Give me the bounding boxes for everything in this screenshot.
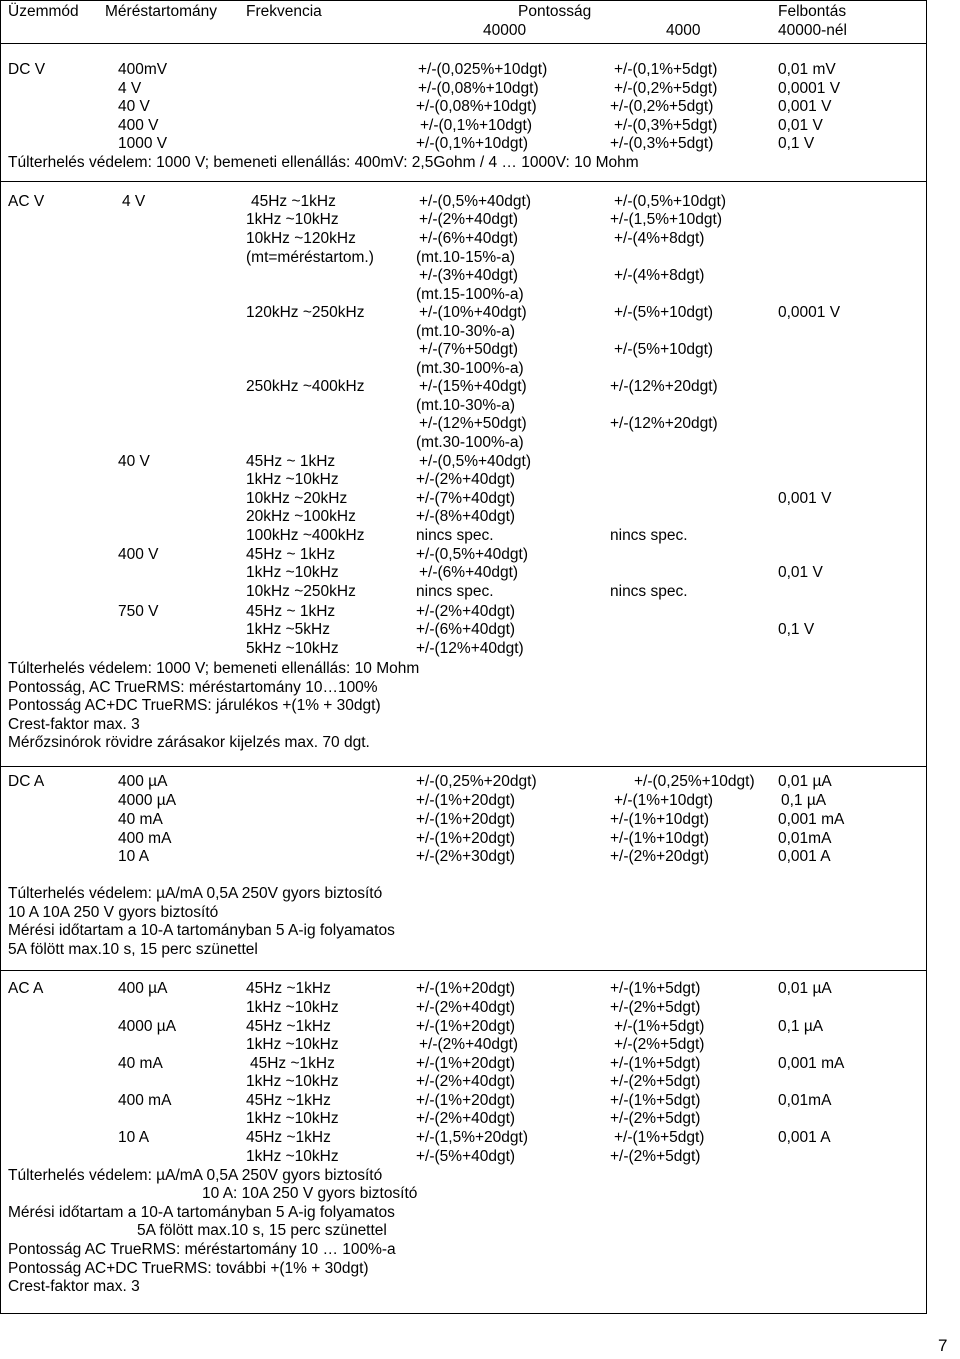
accuracy-40000-cell: +/-(0,1%+10dgt): [416, 135, 529, 152]
accuracy-40000-cell: +/-(2%+40dgt): [419, 211, 519, 228]
header-resolution: Felbontás: [778, 3, 847, 20]
accuracy-40000-cell: +/-(15%+40dgt): [419, 378, 527, 395]
table-left-border: [0, 0, 1, 1314]
frequency-cell: 1kHz ~10kHz: [246, 564, 339, 581]
resolution-cell: 0,001 mA: [778, 811, 845, 828]
dcv-note: Túlterhelés védelem: 1000 V; bemeneti ellenállás: 400mV: 2,5Gohm / 4 … 1000V: 10 Mohm: [8, 154, 639, 171]
resolution-cell: 0,1 V: [778, 135, 815, 152]
acv-note: Pontosság AC+DC TrueRMS: járulékos +(1% + 30dgt): [8, 697, 381, 714]
range-cell: 40 V: [118, 453, 150, 470]
accuracy-40000-cell: (mt.10-15%-a): [416, 249, 516, 266]
frequency-cell: 45Hz ~1kHz: [246, 980, 331, 997]
resolution-cell: 0,01 V: [778, 117, 823, 134]
accuracy-40000-cell: (mt.15-100%-a): [416, 286, 524, 303]
resolution-cell: 0,01 V: [778, 564, 823, 581]
accuracy-4000-cell: +/-(12%+20dgt): [610, 415, 718, 432]
accuracy-40000-cell: +/-(0,5%+40dgt): [416, 546, 529, 563]
frequency-cell: 45Hz ~ 1kHz: [246, 603, 336, 620]
range-cell: 40 mA: [118, 1055, 163, 1072]
accuracy-4000-cell: +/-(1%+10dgt): [614, 792, 714, 809]
range-cell: 4000 µA: [118, 1018, 177, 1035]
accuracy-4000-cell: nincs spec.: [610, 583, 688, 600]
accuracy-4000-cell: +/-(5%+10dgt): [614, 304, 714, 321]
header-accuracy-4000: 4000: [666, 22, 701, 39]
frequency-cell: 250kHz ~400kHz: [246, 378, 365, 395]
table-right-border: [926, 0, 927, 1314]
header-resolution-sub: 40000-nél: [778, 22, 847, 39]
acv-note: Crest-faktor max. 3: [8, 716, 140, 733]
accuracy-40000-cell: nincs spec.: [416, 527, 494, 544]
range-cell: 400mV: [118, 61, 168, 78]
accuracy-40000-cell: +/-(0,08%+10dgt): [416, 98, 537, 115]
range-cell: 400 µA: [118, 980, 168, 997]
accuracy-4000-cell: +/-(2%+20dgt): [610, 848, 710, 865]
table-top-border: [0, 0, 927, 1]
resolution-cell: 0,01 mV: [778, 61, 836, 78]
frequency-cell: 1kHz ~10kHz: [246, 471, 339, 488]
accuracy-40000-cell: +/-(6%+40dgt): [416, 621, 516, 638]
accuracy-4000-cell: +/-(12%+20dgt): [610, 378, 718, 395]
accuracy-40000-cell: +/-(0,025%+10dgt): [418, 61, 548, 78]
accuracy-40000-cell: +/-(12%+50dgt): [419, 415, 527, 432]
header-bottom-border: [0, 43, 927, 44]
accuracy-40000-cell: +/-(0,5%+40dgt): [419, 453, 532, 470]
page-number: 7: [938, 1336, 948, 1355]
frequency-cell: 45Hz ~1kHz: [246, 1129, 331, 1146]
range-cell: 4 V: [122, 193, 146, 210]
resolution-cell: 0,0001 V: [778, 80, 841, 97]
accuracy-4000-cell: +/-(0,3%+5dgt): [614, 117, 718, 134]
dca-bottom-border: [0, 970, 927, 971]
resolution-cell: 0,1 V: [778, 621, 815, 638]
accuracy-40000-cell: +/-(12%+40dgt): [416, 640, 524, 657]
frequency-cell: 100kHz ~400kHz: [246, 527, 365, 544]
frequency-cell: (mt=méréstartom.): [246, 249, 374, 266]
accuracy-40000-cell: +/-(0,1%+10dgt): [420, 117, 533, 134]
accuracy-40000-cell: +/-(1%+20dgt): [416, 980, 516, 997]
accuracy-40000-cell: +/-(0,5%+40dgt): [419, 193, 532, 210]
aca-note: 5A fölött max.10 s, 15 perc szünettel: [137, 1222, 387, 1239]
resolution-cell: 0,001 A: [778, 1129, 831, 1146]
accuracy-4000-cell: +/-(1%+5dgt): [610, 1092, 701, 1109]
dca-note: Mérési időtartam a 10-A tartományban 5 A-ig folyamatos: [8, 922, 395, 939]
header-range: Méréstartomány: [105, 3, 217, 20]
aca-note: Pontosság AC+DC TrueRMS: további +(1% + 30dgt): [8, 1260, 369, 1277]
range-cell: 4 V: [118, 80, 142, 97]
range-cell: 40 V: [118, 98, 150, 115]
range-cell: 400 mA: [118, 830, 172, 847]
range-cell: 400 V: [118, 546, 159, 563]
aca-note: Túlterhelés védelem: µA/mA 0,5A 250V gyors biztosító: [8, 1167, 383, 1184]
header-accuracy-40000: 40000: [483, 22, 527, 39]
resolution-cell: 0,1 µA: [778, 1018, 824, 1035]
accuracy-40000-cell: +/-(1%+20dgt): [416, 1055, 516, 1072]
mode-label: AC V: [8, 193, 45, 210]
accuracy-4000-cell: +/-(4%+8dgt): [614, 230, 705, 247]
accuracy-40000-cell: +/-(2%+40dgt): [416, 471, 516, 488]
table-bottom-border: [0, 1313, 927, 1314]
range-cell: 400 µA: [118, 773, 168, 790]
frequency-cell: 45Hz ~1kHz: [246, 1018, 331, 1035]
resolution-cell: 0,001 V: [778, 490, 832, 507]
resolution-cell: 0,001 V: [778, 98, 832, 115]
accuracy-4000-cell: +/-(1%+5dgt): [614, 1018, 705, 1035]
accuracy-40000-cell: +/-(0,08%+10dgt): [418, 80, 539, 97]
header-accuracy: Pontosság: [518, 3, 592, 20]
accuracy-40000-cell: +/-(2%+40dgt): [419, 1036, 519, 1053]
frequency-cell: 10kHz ~20kHz: [246, 490, 348, 507]
accuracy-40000-cell: +/-(6%+40dgt): [419, 230, 519, 247]
accuracy-40000-cell: +/-(1%+20dgt): [416, 811, 516, 828]
frequency-cell: 1kHz ~10kHz: [246, 211, 339, 228]
aca-note: Mérési időtartam a 10-A tartományban 5 A-ig folyamatos: [8, 1204, 395, 1221]
accuracy-4000-cell: +/-(0,5%+10dgt): [614, 193, 727, 210]
accuracy-4000-cell: +/-(0,1%+5dgt): [614, 61, 718, 78]
range-cell: 400 V: [118, 117, 159, 134]
frequency-cell: 1kHz ~10kHz: [246, 999, 339, 1016]
accuracy-40000-cell: +/-(1%+20dgt): [416, 830, 516, 847]
accuracy-40000-cell: +/-(2%+40dgt): [416, 999, 516, 1016]
accuracy-40000-cell: +/-(2%+40dgt): [416, 603, 516, 620]
accuracy-4000-cell: +/-(1%+5dgt): [610, 1055, 701, 1072]
resolution-cell: 0,001 A: [778, 848, 831, 865]
range-cell: 10 A: [118, 848, 150, 865]
dca-note: 5A fölött max.10 s, 15 perc szünettel: [8, 941, 258, 958]
acv-bottom-border: [0, 766, 927, 767]
accuracy-40000-cell: +/-(2%+40dgt): [416, 1073, 516, 1090]
resolution-cell: 0,01mA: [778, 1092, 832, 1109]
aca-note: Pontosság AC TrueRMS: méréstartomány 10 … 100%-a: [8, 1241, 396, 1258]
resolution-cell: 0,1 µA: [781, 792, 827, 809]
mode-label: DC V: [8, 61, 46, 78]
acv-note: Túlterhelés védelem: 1000 V; bemeneti ellenállás: 10 Mohm: [8, 660, 420, 677]
accuracy-4000-cell: nincs spec.: [610, 527, 688, 544]
frequency-cell: 45Hz ~1kHz: [250, 1055, 335, 1072]
header-frequency: Frekvencia: [246, 3, 322, 20]
frequency-cell: 1kHz ~10kHz: [246, 1073, 339, 1090]
range-cell: 40 mA: [118, 811, 163, 828]
accuracy-40000-cell: +/-(7%+40dgt): [416, 490, 516, 507]
frequency-cell: 1kHz ~10kHz: [246, 1036, 339, 1053]
resolution-cell: 0,01 µA: [778, 773, 832, 790]
frequency-cell: 1kHz ~10kHz: [246, 1148, 339, 1165]
frequency-cell: 20kHz ~100kHz: [246, 508, 356, 525]
frequency-cell: 45Hz ~1kHz: [251, 193, 336, 210]
accuracy-40000-cell: +/-(7%+50dgt): [419, 341, 519, 358]
header-mode: Üzemmód: [8, 3, 79, 20]
accuracy-4000-cell: +/-(2%+5dgt): [610, 999, 701, 1016]
acv-note: Pontosság, AC TrueRMS: méréstartomány 10…100%: [8, 679, 378, 696]
frequency-cell: 10kHz ~250kHz: [246, 583, 356, 600]
accuracy-4000-cell: +/-(0,3%+5dgt): [610, 135, 714, 152]
accuracy-4000-cell: +/-(4%+8dgt): [614, 267, 705, 284]
accuracy-4000-cell: +/-(0,2%+5dgt): [610, 98, 714, 115]
mode-label: DC A: [8, 773, 45, 790]
mode-label: AC A: [8, 980, 44, 997]
accuracy-4000-cell: +/-(2%+5dgt): [610, 1148, 701, 1165]
frequency-cell: 1kHz ~5kHz: [246, 621, 330, 638]
frequency-cell: 45Hz ~1kHz: [246, 1092, 331, 1109]
accuracy-4000-cell: +/-(0,25%+10dgt): [634, 773, 755, 790]
accuracy-4000-cell: +/-(2%+5dgt): [610, 1110, 701, 1127]
dca-note: Túlterhelés védelem: µA/mA 0,5A 250V gyors biztosító: [8, 885, 383, 902]
range-cell: 1000 V: [118, 135, 168, 152]
accuracy-40000-cell: +/-(0,25%+20dgt): [416, 773, 537, 790]
accuracy-40000-cell: (mt.10-30%-a): [416, 397, 516, 414]
accuracy-40000-cell: +/-(1%+20dgt): [416, 1018, 516, 1035]
accuracy-4000-cell: +/-(1%+10dgt): [610, 811, 710, 828]
accuracy-4000-cell: +/-(0,2%+5dgt): [614, 80, 718, 97]
resolution-cell: 0,01 µA: [778, 980, 832, 997]
frequency-cell: 120kHz ~250kHz: [246, 304, 365, 321]
range-cell: 400 mA: [118, 1092, 172, 1109]
accuracy-40000-cell: +/-(10%+40dgt): [419, 304, 527, 321]
accuracy-40000-cell: +/-(1%+20dgt): [416, 792, 516, 809]
accuracy-4000-cell: +/-(1%+5dgt): [614, 1129, 705, 1146]
accuracy-40000-cell: +/-(1%+20dgt): [416, 1092, 516, 1109]
accuracy-40000-cell: +/-(8%+40dgt): [416, 508, 516, 525]
accuracy-4000-cell: +/-(2%+5dgt): [610, 1073, 701, 1090]
resolution-cell: 0,01mA: [778, 830, 832, 847]
accuracy-4000-cell: +/-(1,5%+10dgt): [610, 211, 723, 228]
accuracy-40000-cell: (mt.30-100%-a): [416, 434, 524, 451]
aca-note: 10 A: 10A 250 V gyors biztosító: [202, 1185, 418, 1202]
resolution-cell: 0,0001 V: [778, 304, 841, 321]
accuracy-40000-cell: +/-(5%+40dgt): [416, 1148, 516, 1165]
dcv-bottom-border: [0, 181, 927, 182]
frequency-cell: 1kHz ~10kHz: [246, 1110, 339, 1127]
aca-note: Crest-faktor max. 3: [8, 1278, 140, 1295]
accuracy-40000-cell: +/-(3%+40dgt): [419, 267, 519, 284]
frequency-cell: 45Hz ~ 1kHz: [246, 546, 336, 563]
accuracy-40000-cell: +/-(2%+30dgt): [416, 848, 516, 865]
accuracy-40000-cell: nincs spec.: [416, 583, 494, 600]
dca-note: 10 A 10A 250 V gyors biztosító: [8, 904, 219, 921]
frequency-cell: 5kHz ~10kHz: [246, 640, 339, 657]
accuracy-40000-cell: +/-(2%+40dgt): [416, 1110, 516, 1127]
accuracy-40000-cell: (mt.10-30%-a): [416, 323, 516, 340]
acv-note: Mérőzsinórok rövidre zárásakor kijelzés max. 70 dgt.: [8, 734, 370, 751]
range-cell: 4000 µA: [118, 792, 177, 809]
accuracy-40000-cell: +/-(1,5%+20dgt): [416, 1129, 529, 1146]
accuracy-4000-cell: +/-(2%+5dgt): [614, 1036, 705, 1053]
accuracy-40000-cell: (mt.30-100%-a): [416, 360, 524, 377]
range-cell: 10 A: [118, 1129, 150, 1146]
accuracy-4000-cell: +/-(5%+10dgt): [614, 341, 714, 358]
accuracy-40000-cell: +/-(6%+40dgt): [419, 564, 519, 581]
accuracy-4000-cell: +/-(1%+10dgt): [610, 830, 710, 847]
frequency-cell: 10kHz ~120kHz: [246, 230, 356, 247]
resolution-cell: 0,001 mA: [778, 1055, 845, 1072]
range-cell: 750 V: [118, 603, 159, 620]
accuracy-4000-cell: +/-(1%+5dgt): [610, 980, 701, 997]
frequency-cell: 45Hz ~ 1kHz: [246, 453, 336, 470]
